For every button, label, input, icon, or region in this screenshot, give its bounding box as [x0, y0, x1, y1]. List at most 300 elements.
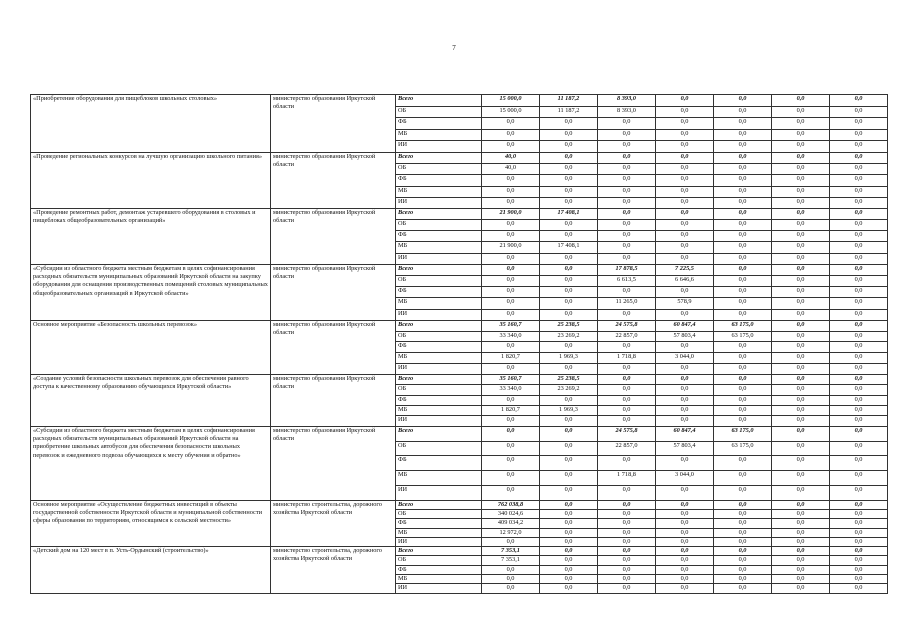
amount-cell: 0,0 — [714, 264, 772, 275]
amount-cell: 23 269,2 — [540, 385, 598, 395]
funding-source: ФБ — [396, 395, 482, 405]
funding-source: ФБ — [396, 519, 482, 528]
amount-cell: 0,0 — [482, 584, 540, 593]
amount-cell: 0,0 — [540, 264, 598, 275]
amount-cell: 0,0 — [656, 95, 714, 107]
amount-cell: 0,0 — [772, 287, 830, 298]
amount-cell: 0,0 — [830, 385, 888, 395]
amount-cell: 0,0 — [714, 129, 772, 141]
amount-cell: 0,0 — [540, 556, 598, 565]
amount-cell: 0,0 — [598, 141, 656, 153]
amount-cell: 0,0 — [714, 471, 772, 486]
funding-source: МБ — [396, 575, 482, 584]
responsible-executor: министерство образования Иркутской области — [271, 152, 396, 208]
amount-cell: 0,0 — [714, 186, 772, 197]
amount-cell: 0,0 — [772, 106, 830, 118]
amount-cell: 0,0 — [714, 276, 772, 287]
amount-cell: 0,0 — [714, 385, 772, 395]
amount-cell: 0,0 — [540, 309, 598, 320]
funding-source: ИИ — [396, 584, 482, 593]
amount-cell: 0,0 — [598, 519, 656, 528]
amount-cell: 12 972,0 — [482, 528, 540, 537]
amount-cell: 0,0 — [714, 242, 772, 253]
amount-cell: 0,0 — [540, 395, 598, 405]
amount-cell: 0,0 — [656, 537, 714, 546]
amount-cell: 0,0 — [830, 426, 888, 441]
amount-cell: 0,0 — [656, 287, 714, 298]
amount-cell: 0,0 — [540, 471, 598, 486]
amount-cell: 0,0 — [830, 309, 888, 320]
amount-cell: 0,0 — [772, 253, 830, 264]
amount-cell: 15 000,0 — [482, 95, 540, 107]
amount-cell: 0,0 — [772, 276, 830, 287]
amount-cell: 0,0 — [540, 141, 598, 153]
amount-cell: 0,0 — [772, 441, 830, 456]
amount-cell: 0,0 — [540, 575, 598, 584]
amount-cell: 0,0 — [830, 500, 888, 509]
amount-cell: 35 160,7 — [482, 320, 540, 331]
amount-cell: 0,0 — [772, 197, 830, 208]
amount-cell: 0,0 — [656, 106, 714, 118]
amount-cell: 0,0 — [656, 395, 714, 405]
funding-source: МБ — [396, 186, 482, 197]
amount-cell: 0,0 — [482, 537, 540, 546]
amount-cell: 0,0 — [656, 416, 714, 426]
amount-cell: 0,0 — [482, 441, 540, 456]
measure-name: Основное мероприятие «Осуществление бюджетных инвестиций в объекты государственной собственности Иркутской области и муниципальной собственности сферы образования по территориям, относящимся к сельской местности» — [31, 500, 271, 546]
amount-cell: 0,0 — [772, 309, 830, 320]
amount-cell: 0,0 — [830, 242, 888, 253]
amount-cell: 0,0 — [656, 231, 714, 242]
amount-cell: 0,0 — [772, 565, 830, 574]
amount-cell: 0,0 — [772, 584, 830, 593]
amount-cell: 0,0 — [772, 456, 830, 471]
amount-cell: 0,0 — [656, 242, 714, 253]
amount-cell: 0,0 — [830, 141, 888, 153]
amount-cell: 0,0 — [540, 220, 598, 231]
table-row-total — [31, 320, 888, 331]
funding-source: ОБ — [396, 510, 482, 519]
amount-cell: 0,0 — [540, 298, 598, 309]
amount-cell: 0,0 — [772, 141, 830, 153]
amount-cell: 0,0 — [772, 264, 830, 275]
amount-cell: 0,0 — [714, 141, 772, 153]
amount-cell: 0,0 — [656, 342, 714, 353]
amount-cell: 0,0 — [830, 528, 888, 537]
funding-source: ФБ — [396, 287, 482, 298]
amount-cell: 40,0 — [482, 164, 540, 175]
amount-cell: 0,0 — [772, 405, 830, 415]
amount-cell: 63 175,0 — [714, 331, 772, 342]
amount-cell: 0,0 — [772, 152, 830, 163]
funding-source: ОБ — [396, 276, 482, 287]
amount-cell: 0,0 — [598, 500, 656, 509]
amount-cell: 0,0 — [482, 264, 540, 275]
amount-cell: 33 340,0 — [482, 385, 540, 395]
amount-cell: 63 175,0 — [714, 320, 772, 331]
amount-cell: 0,0 — [830, 519, 888, 528]
amount-cell: 0,0 — [598, 197, 656, 208]
amount-cell: 11 187,2 — [540, 95, 598, 107]
amount-cell: 0,0 — [598, 342, 656, 353]
amount-cell: 0,0 — [598, 118, 656, 130]
amount-cell: 1 820,7 — [482, 405, 540, 415]
amount-cell: 0,0 — [598, 584, 656, 593]
amount-cell: 0,0 — [830, 395, 888, 405]
amount-cell: 0,0 — [656, 575, 714, 584]
amount-cell: 0,0 — [482, 118, 540, 130]
funding-source: ФБ — [396, 175, 482, 186]
amount-cell: 60 847,4 — [656, 426, 714, 441]
amount-cell: 7 353,1 — [482, 556, 540, 565]
amount-cell: 6 646,6 — [656, 276, 714, 287]
responsible-executor: министерство образования Иркутской области — [271, 374, 396, 426]
funding-source: ОБ — [396, 331, 482, 342]
amount-cell: 57 803,4 — [656, 331, 714, 342]
amount-cell: 0,0 — [656, 129, 714, 141]
amount-cell: 0,0 — [482, 485, 540, 500]
amount-cell: 0,0 — [830, 510, 888, 519]
funding-source: Всего — [396, 374, 482, 384]
amount-cell: 0,0 — [772, 528, 830, 537]
funding-source: ИИ — [396, 141, 482, 153]
amount-cell: 0,0 — [482, 276, 540, 287]
amount-cell: 0,0 — [656, 152, 714, 163]
funding-source: ИИ — [396, 537, 482, 546]
amount-cell: 21 900,0 — [482, 208, 540, 219]
responsible-executor: министерство образования Иркутской области — [271, 426, 396, 500]
amount-cell: 0,0 — [598, 537, 656, 546]
amount-cell: 0,0 — [714, 519, 772, 528]
amount-cell: 0,0 — [772, 537, 830, 546]
amount-cell: 0,0 — [830, 547, 888, 556]
amount-cell: 0,0 — [714, 164, 772, 175]
amount-cell: 7 353,1 — [482, 547, 540, 556]
amount-cell: 60 847,4 — [656, 320, 714, 331]
amount-cell: 0,0 — [714, 309, 772, 320]
amount-cell: 17 408,1 — [540, 242, 598, 253]
funding-source: ОБ — [396, 441, 482, 456]
amount-cell: 0,0 — [598, 547, 656, 556]
amount-cell: 0,0 — [772, 208, 830, 219]
amount-cell: 0,0 — [540, 363, 598, 374]
amount-cell: 0,0 — [656, 309, 714, 320]
amount-cell: 63 175,0 — [714, 426, 772, 441]
amount-cell: 0,0 — [656, 405, 714, 415]
amount-cell: 340 024,6 — [482, 510, 540, 519]
amount-cell: 0,0 — [482, 456, 540, 471]
amount-cell: 0,0 — [482, 342, 540, 353]
amount-cell: 762 038,8 — [482, 500, 540, 509]
amount-cell: 23 269,2 — [540, 331, 598, 342]
amount-cell: 0,0 — [772, 416, 830, 426]
amount-cell: 1 718,8 — [598, 353, 656, 364]
amount-cell: 0,0 — [772, 395, 830, 405]
amount-cell: 0,0 — [540, 426, 598, 441]
amount-cell: 0,0 — [598, 405, 656, 415]
amount-cell: 0,0 — [772, 342, 830, 353]
amount-cell: 0,0 — [714, 95, 772, 107]
amount-cell: 0,0 — [772, 547, 830, 556]
amount-cell: 0,0 — [830, 231, 888, 242]
amount-cell: 22 857,0 — [598, 331, 656, 342]
amount-cell: 0,0 — [772, 374, 830, 384]
amount-cell: 0,0 — [598, 309, 656, 320]
amount-cell: 0,0 — [482, 309, 540, 320]
amount-cell: 0,0 — [772, 500, 830, 509]
amount-cell: 0,0 — [830, 537, 888, 546]
amount-cell: 0,0 — [830, 276, 888, 287]
amount-cell: 0,0 — [830, 264, 888, 275]
amount-cell: 0,0 — [714, 152, 772, 163]
amount-cell: 0,0 — [656, 485, 714, 500]
amount-cell: 0,0 — [540, 441, 598, 456]
amount-cell: 0,0 — [830, 253, 888, 264]
amount-cell: 0,0 — [830, 405, 888, 415]
amount-cell: 0,0 — [714, 575, 772, 584]
amount-cell: 0,0 — [656, 385, 714, 395]
amount-cell: 0,0 — [540, 547, 598, 556]
amount-cell: 0,0 — [482, 287, 540, 298]
amount-cell: 63 175,0 — [714, 441, 772, 456]
amount-cell: 0,0 — [830, 363, 888, 374]
amount-cell: 0,0 — [714, 220, 772, 231]
amount-cell: 0,0 — [540, 500, 598, 509]
amount-cell: 0,0 — [830, 287, 888, 298]
amount-cell: 6 613,5 — [598, 276, 656, 287]
amount-cell: 0,0 — [830, 556, 888, 565]
amount-cell: 11 265,0 — [598, 298, 656, 309]
amount-cell: 0,0 — [714, 374, 772, 384]
amount-cell: 1 718,8 — [598, 471, 656, 486]
table-row-total — [31, 95, 888, 107]
amount-cell: 0,0 — [598, 395, 656, 405]
funding-source: Всего — [396, 95, 482, 107]
amount-cell: 15 000,0 — [482, 106, 540, 118]
amount-cell: 0,0 — [598, 363, 656, 374]
amount-cell: 0,0 — [598, 186, 656, 197]
amount-cell: 0,0 — [540, 197, 598, 208]
measure-name: «Проведение ремонтных работ, демонтаж устаревшего оборудования в столовых и пищеблоках общеобразовательных организаций» — [31, 208, 271, 264]
funding-source: ИИ — [396, 363, 482, 374]
amount-cell: 40,0 — [482, 152, 540, 163]
funding-source: ОБ — [396, 220, 482, 231]
amount-cell: 1 969,3 — [540, 353, 598, 364]
amount-cell: 0,0 — [656, 186, 714, 197]
amount-cell: 0,0 — [830, 456, 888, 471]
amount-cell: 0,0 — [714, 197, 772, 208]
measure-name: «Субсидии из областного бюджета местным бюджетам в целях софинансирования расходных обязательств муниципальных образований Иркутской области на закупку оборудования для оснащения производственных помещений столовых муниципальных общеобразовательных организаций в Иркутской области» — [31, 264, 271, 320]
amount-cell: 0,0 — [830, 95, 888, 107]
amount-cell: 0,0 — [830, 220, 888, 231]
funding-source: ФБ — [396, 231, 482, 242]
table-body — [31, 95, 888, 594]
responsible-executor: министерство образования Иркутской области — [271, 95, 396, 153]
amount-cell: 0,0 — [482, 186, 540, 197]
funding-source: МБ — [396, 129, 482, 141]
amount-cell: 0,0 — [714, 175, 772, 186]
amount-cell: 0,0 — [772, 471, 830, 486]
amount-cell: 0,0 — [830, 331, 888, 342]
amount-cell: 7 225,5 — [656, 264, 714, 275]
amount-cell: 0,0 — [772, 575, 830, 584]
amount-cell: 0,0 — [482, 129, 540, 141]
amount-cell: 0,0 — [540, 253, 598, 264]
amount-cell: 11 187,2 — [540, 106, 598, 118]
amount-cell: 0,0 — [714, 106, 772, 118]
responsible-executor: министерство образования Иркутской области — [271, 320, 396, 374]
amount-cell: 0,0 — [714, 528, 772, 537]
amount-cell: 17 878,5 — [598, 264, 656, 275]
amount-cell: 0,0 — [714, 253, 772, 264]
amount-cell: 0,0 — [830, 416, 888, 426]
amount-cell: 0,0 — [772, 556, 830, 565]
amount-cell: 0,0 — [482, 363, 540, 374]
amount-cell: 0,0 — [598, 231, 656, 242]
amount-cell: 0,0 — [598, 152, 656, 163]
amount-cell: 0,0 — [482, 416, 540, 426]
amount-cell: 0,0 — [482, 253, 540, 264]
funding-source: ФБ — [396, 342, 482, 353]
amount-cell: 0,0 — [830, 353, 888, 364]
measure-name: «Создание условий безопасности школьных перевозок для обеспечения равного доступа к качественному образованию обучающихся Иркутской области» — [31, 374, 271, 426]
amount-cell: 0,0 — [540, 510, 598, 519]
amount-cell: 0,0 — [772, 164, 830, 175]
amount-cell: 0,0 — [772, 220, 830, 231]
funding-source: ИИ — [396, 197, 482, 208]
responsible-executor: министерство образования Иркутской области — [271, 264, 396, 320]
amount-cell: 578,9 — [656, 298, 714, 309]
amount-cell: 0,0 — [598, 456, 656, 471]
amount-cell: 0,0 — [714, 395, 772, 405]
amount-cell: 0,0 — [830, 129, 888, 141]
amount-cell: 0,0 — [656, 175, 714, 186]
amount-cell: 0,0 — [540, 129, 598, 141]
amount-cell: 0,0 — [540, 175, 598, 186]
amount-cell: 0,0 — [830, 565, 888, 574]
amount-cell: 1 969,3 — [540, 405, 598, 415]
amount-cell: 0,0 — [714, 510, 772, 519]
amount-cell: 0,0 — [714, 584, 772, 593]
amount-cell: 25 238,5 — [540, 374, 598, 384]
amount-cell: 0,0 — [772, 242, 830, 253]
amount-cell: 33 340,0 — [482, 331, 540, 342]
amount-cell: 0,0 — [540, 416, 598, 426]
amount-cell: 0,0 — [656, 164, 714, 175]
amount-cell: 0,0 — [830, 208, 888, 219]
amount-cell: 0,0 — [540, 231, 598, 242]
amount-cell: 0,0 — [772, 95, 830, 107]
amount-cell: 0,0 — [772, 186, 830, 197]
amount-cell: 0,0 — [598, 416, 656, 426]
amount-cell: 0,0 — [714, 547, 772, 556]
amount-cell: 0,0 — [772, 519, 830, 528]
amount-cell: 0,0 — [830, 485, 888, 500]
table-row-total — [31, 426, 888, 441]
amount-cell: 0,0 — [540, 342, 598, 353]
amount-cell: 35 160,7 — [482, 374, 540, 384]
amount-cell: 0,0 — [540, 528, 598, 537]
amount-cell: 0,0 — [656, 519, 714, 528]
amount-cell: 0,0 — [830, 152, 888, 163]
amount-cell: 0,0 — [714, 118, 772, 130]
amount-cell: 0,0 — [598, 164, 656, 175]
amount-cell: 1 820,7 — [482, 353, 540, 364]
amount-cell: 0,0 — [482, 220, 540, 231]
amount-cell: 0,0 — [830, 441, 888, 456]
funding-source: МБ — [396, 405, 482, 415]
amount-cell: 0,0 — [656, 565, 714, 574]
amount-cell: 0,0 — [772, 331, 830, 342]
amount-cell: 0,0 — [598, 565, 656, 574]
amount-cell: 0,0 — [830, 197, 888, 208]
amount-cell: 0,0 — [656, 500, 714, 509]
amount-cell: 0,0 — [482, 175, 540, 186]
amount-cell: 0,0 — [540, 164, 598, 175]
funding-source: Всего — [396, 426, 482, 441]
amount-cell: 0,0 — [830, 118, 888, 130]
funding-source: ОБ — [396, 106, 482, 118]
amount-cell: 0,0 — [772, 353, 830, 364]
table-row-total — [31, 374, 888, 384]
amount-cell: 0,0 — [598, 287, 656, 298]
amount-cell: 57 803,4 — [656, 441, 714, 456]
funding-source: ОБ — [396, 556, 482, 565]
amount-cell: 0,0 — [830, 298, 888, 309]
amount-cell: 0,0 — [772, 426, 830, 441]
measure-name: «Приобретение оборудования для пищеблоков школьных столовых» — [31, 95, 271, 153]
amount-cell: 21 900,0 — [482, 242, 540, 253]
amount-cell: 24 575,8 — [598, 320, 656, 331]
amount-cell: 0,0 — [714, 565, 772, 574]
measure-name: «Субсидии из областного бюджета местным бюджетам в целях софинансирования расходных обязательств муниципальных образований Иркутской области на приобретение школьных автобусов для обеспечения безопасности школьных перевозок и ежедневного подвоза обучающихся к месту обучения и обратно» — [31, 426, 271, 500]
amount-cell: 0,0 — [656, 528, 714, 537]
amount-cell: 3 044,0 — [656, 471, 714, 486]
amount-cell: 0,0 — [656, 374, 714, 384]
amount-cell: 17 408,1 — [540, 208, 598, 219]
funding-source: МБ — [396, 528, 482, 537]
amount-cell: 0,0 — [772, 118, 830, 130]
amount-cell: 0,0 — [482, 575, 540, 584]
amount-cell: 0,0 — [772, 231, 830, 242]
funding-source: ОБ — [396, 164, 482, 175]
funding-source: Всего — [396, 264, 482, 275]
amount-cell: 409 034,2 — [482, 519, 540, 528]
amount-cell: 0,0 — [772, 385, 830, 395]
amount-cell: 0,0 — [714, 208, 772, 219]
funding-source: ИИ — [396, 309, 482, 320]
amount-cell: 0,0 — [772, 510, 830, 519]
funding-source: ФБ — [396, 565, 482, 574]
funding-source: Всего — [396, 547, 482, 556]
amount-cell: 0,0 — [482, 141, 540, 153]
amount-cell: 0,0 — [714, 342, 772, 353]
amount-cell: 0,0 — [598, 374, 656, 384]
amount-cell: 0,0 — [482, 426, 540, 441]
amount-cell: 0,0 — [830, 342, 888, 353]
amount-cell: 0,0 — [656, 584, 714, 593]
funding-source: ИИ — [396, 253, 482, 264]
amount-cell: 0,0 — [482, 197, 540, 208]
amount-cell: 0,0 — [540, 456, 598, 471]
responsible-executor: министерство строительства, дорожного хозяйства Иркутской области — [271, 500, 396, 546]
amount-cell: 0,0 — [540, 565, 598, 574]
table-row-total — [31, 208, 888, 219]
amount-cell: 0,0 — [482, 471, 540, 486]
amount-cell: 0,0 — [656, 456, 714, 471]
funding-source: Всего — [396, 208, 482, 219]
amount-cell: 0,0 — [714, 298, 772, 309]
